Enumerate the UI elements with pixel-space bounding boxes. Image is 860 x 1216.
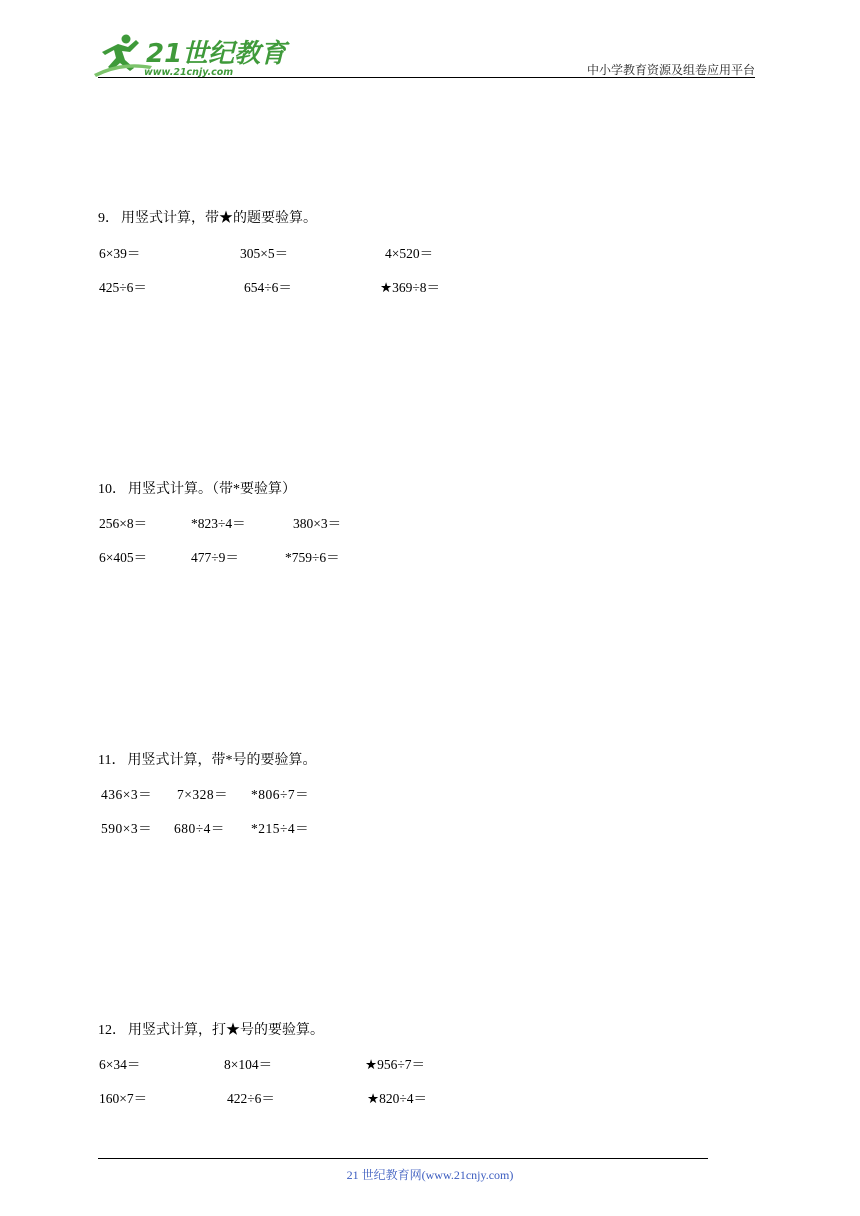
question-number: 12． <box>98 1023 126 1038</box>
expression: 305×5＝ <box>240 246 289 261</box>
expression: 256×8＝ <box>99 516 148 531</box>
expression: 680÷4＝ <box>174 821 225 836</box>
expression: *823÷4＝ <box>191 516 246 531</box>
question-9-title <box>98 207 317 227</box>
footer-link[interactable]: 21 世纪教育网(www.21cnjy.com) <box>346 1168 514 1182</box>
expression: *759÷6＝ <box>285 550 340 565</box>
expression: 590×3＝ <box>101 821 153 836</box>
header-tagline: 中小学教育资源及组卷应用平台 <box>586 63 755 77</box>
question-11-title <box>98 749 316 769</box>
expression: 6×39＝ <box>99 246 141 261</box>
logo-text: 21世纪教育 <box>146 39 287 69</box>
question-number: 9． <box>98 211 119 226</box>
expression: *215÷4＝ <box>251 821 310 836</box>
expression: 654÷6＝ <box>244 280 292 295</box>
expression: 477÷9＝ <box>191 550 239 565</box>
question-prompt: 用竖式计算，带★的题要验算。 <box>121 211 317 226</box>
expression: ★369÷8＝ <box>380 280 441 295</box>
expression: ★956÷7＝ <box>365 1057 426 1072</box>
expression: 422÷6＝ <box>227 1091 275 1106</box>
expression: 8×104＝ <box>224 1057 273 1072</box>
expression: 425÷6＝ <box>99 280 147 295</box>
expression: *806÷7＝ <box>251 787 310 802</box>
question-number: 11． <box>98 753 126 768</box>
expression: 6×405＝ <box>99 550 148 565</box>
question-number: 10． <box>98 482 126 497</box>
expression: 6×34＝ <box>99 1057 141 1072</box>
expression: 4×520＝ <box>385 246 434 261</box>
question-prompt: 用竖式计算，打★号的要验算。 <box>128 1023 324 1038</box>
header-rule <box>98 77 755 78</box>
logo-url-text: www.21cnjy.com <box>144 67 234 78</box>
expression: ★820÷4＝ <box>367 1091 428 1106</box>
question-prompt: 用竖式计算。（带*要验算） <box>128 482 296 497</box>
site-logo <box>92 30 287 80</box>
expression: 436×3＝ <box>101 787 153 802</box>
footer-rule <box>98 1158 708 1159</box>
expression: 380×3＝ <box>293 516 342 531</box>
expression: 160×7＝ <box>99 1091 148 1106</box>
question-12-title <box>98 1019 324 1039</box>
question-10-title <box>98 478 296 498</box>
question-prompt: 用竖式计算，带*号的要验算。 <box>127 753 317 768</box>
expression: 7×328＝ <box>177 787 229 802</box>
